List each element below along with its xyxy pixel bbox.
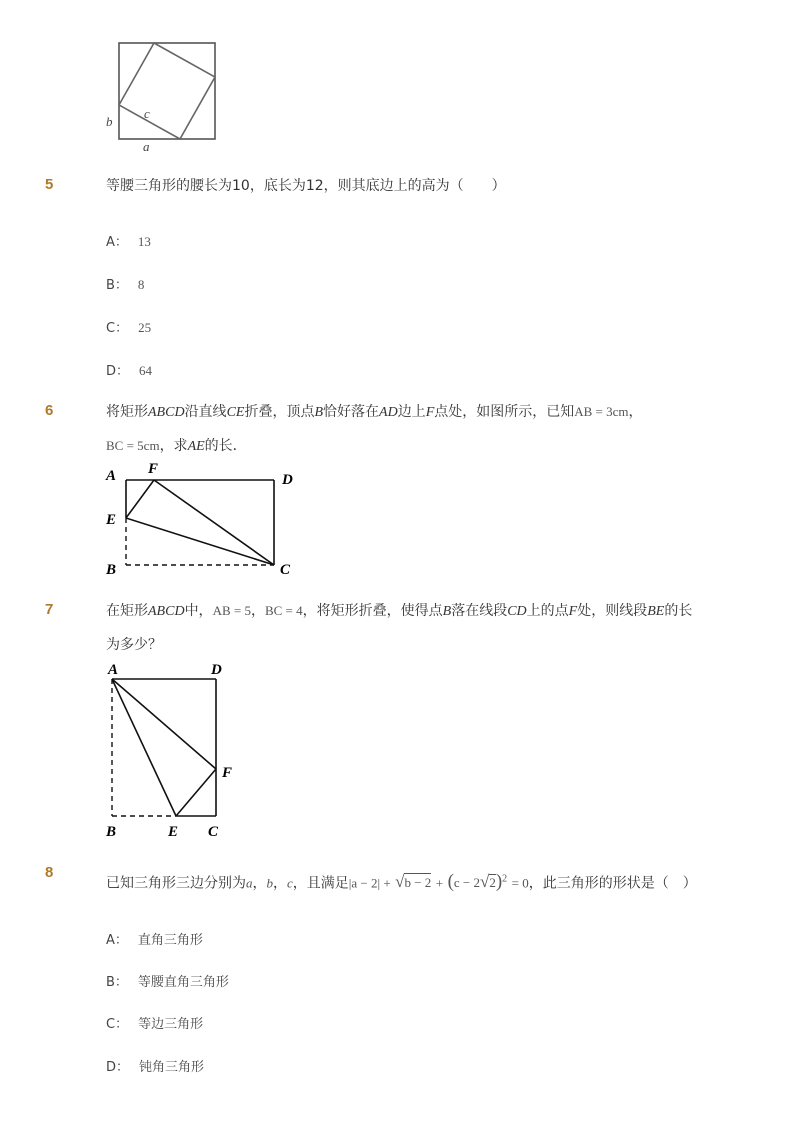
math-expr: BC = 5cm [106, 438, 160, 453]
math-paren-group: $(c - 2√2)^2$ [447, 871, 508, 893]
option-label: D： [106, 1060, 130, 1075]
edge-AE [112, 679, 176, 816]
math-sqrt-radicand: b − 2 [404, 875, 432, 891]
math-var: F [568, 604, 578, 619]
label-C: C [208, 824, 219, 840]
inner-tilted-square [119, 43, 215, 139]
label-C: C [280, 562, 291, 578]
question-number: 7 [45, 601, 54, 618]
option-d[interactable] [106, 360, 152, 379]
option-value: 等边三角形 [138, 1017, 204, 1032]
question-text [106, 601, 692, 622]
pythagorean-square-figure [100, 35, 225, 153]
question-text [106, 402, 643, 423]
option-value: 13 [137, 234, 151, 249]
option-value: 25 [138, 320, 152, 335]
option-b[interactable] [106, 971, 229, 990]
question-text: 等腰三角形的腰长为10，底长为12，则其底边上的高为（ ） [106, 178, 506, 194]
edge-FC [154, 480, 274, 565]
text: 点处，如图所示，已知 [434, 404, 575, 420]
label-A: A [106, 468, 117, 484]
option-b[interactable] [106, 274, 144, 293]
question-text [106, 870, 697, 893]
math-var: AD [379, 405, 398, 420]
question-number: 5 [45, 176, 54, 193]
math-sqrt2: 2 [489, 875, 496, 891]
math-expr: BC = 4 [264, 603, 303, 618]
label-B: B [106, 824, 117, 840]
label-D: D [211, 662, 222, 678]
text: 的长． [204, 438, 247, 454]
option-label: A： [106, 933, 128, 948]
text: 上的点 [526, 603, 569, 619]
label-F: F [222, 765, 233, 781]
question-text-line2 [106, 436, 247, 457]
label-a: a [143, 139, 150, 153]
rectangle-fold-figure-q7 [100, 656, 250, 844]
question-number: 8 [45, 864, 54, 881]
option-label: D： [106, 364, 130, 379]
rectangle-fold-figure-q6 [100, 458, 310, 580]
text: 边上 [397, 404, 426, 420]
label-A: A [108, 662, 119, 678]
option-c[interactable] [106, 1013, 203, 1032]
edge-EF [126, 480, 154, 518]
math-expr: AB = 3cm [574, 404, 629, 419]
math-abs: |a − 2| + [348, 875, 391, 891]
math-var: CD [507, 604, 527, 619]
option-value: 钝角三角形 [139, 1060, 205, 1075]
label-E: E [168, 824, 179, 840]
option-label: C： [106, 1017, 129, 1032]
option-a[interactable] [106, 231, 151, 250]
math-eq: = 0 [511, 875, 529, 891]
option-value: 直角三角形 [137, 933, 203, 948]
label-b: b [106, 114, 113, 129]
text: ， [252, 875, 267, 892]
text: ，求 [159, 438, 188, 454]
math-var: b [266, 875, 273, 891]
label-D: D [282, 472, 293, 488]
text: 已知三角形三边分别为 [106, 875, 246, 892]
option-label: C： [106, 321, 129, 336]
option-value: 等腰直角三角形 [137, 975, 229, 990]
option-d[interactable] [106, 1056, 204, 1075]
math-exponent: 2 [502, 874, 508, 885]
math-paren-content: c − 2 [453, 875, 480, 891]
math-sqrt: √b − 2 [395, 872, 432, 892]
label-c: c [144, 106, 150, 121]
text: ， [628, 404, 643, 420]
edge-EC [126, 518, 274, 565]
question-number: 6 [45, 402, 54, 419]
text: 恰好落在 [323, 404, 380, 420]
text: 落在线段 [451, 603, 508, 619]
text: 在矩形 [106, 603, 148, 619]
option-label: A： [106, 235, 128, 250]
edge-EF [176, 769, 216, 816]
math-var: F [425, 405, 435, 420]
math-var: AE [187, 439, 205, 454]
text: 处，则线段 [577, 603, 648, 619]
label-E: E [106, 512, 117, 528]
text: ，将矩形折叠，使得点 [302, 603, 443, 619]
text: 将矩形 [106, 404, 148, 420]
math-var: B [314, 405, 324, 420]
option-c[interactable] [106, 317, 151, 336]
math-var: BE [647, 604, 665, 619]
text: ，此三角形的形状是（ ） [528, 875, 697, 892]
text: ，且满足 [292, 875, 349, 892]
text: 的长 [664, 603, 693, 619]
math-var: c [287, 875, 293, 891]
option-label: B： [106, 975, 128, 990]
text: ， [273, 875, 287, 892]
text: 折叠，顶点 [244, 404, 315, 420]
outer-square [119, 43, 215, 139]
text: 中， [184, 603, 213, 619]
math-var: ABCD [148, 405, 185, 420]
math-var: CE [226, 405, 245, 420]
option-value: 64 [139, 363, 153, 378]
option-value: 8 [137, 277, 145, 292]
label-F: F [148, 461, 159, 477]
math-var: a [246, 875, 253, 891]
math-expr: AB = 5 [212, 603, 251, 618]
text: ， [250, 603, 265, 619]
option-a[interactable] [106, 929, 203, 948]
math-var: B [442, 604, 452, 619]
math-var: ABCD [148, 604, 185, 619]
edge-AF [112, 679, 216, 769]
text: 沿直线 [184, 404, 227, 420]
math-plus: + [435, 875, 444, 891]
option-label: B： [106, 278, 128, 293]
question-text-line2: 为多少？ [106, 637, 162, 653]
label-B: B [106, 562, 117, 578]
